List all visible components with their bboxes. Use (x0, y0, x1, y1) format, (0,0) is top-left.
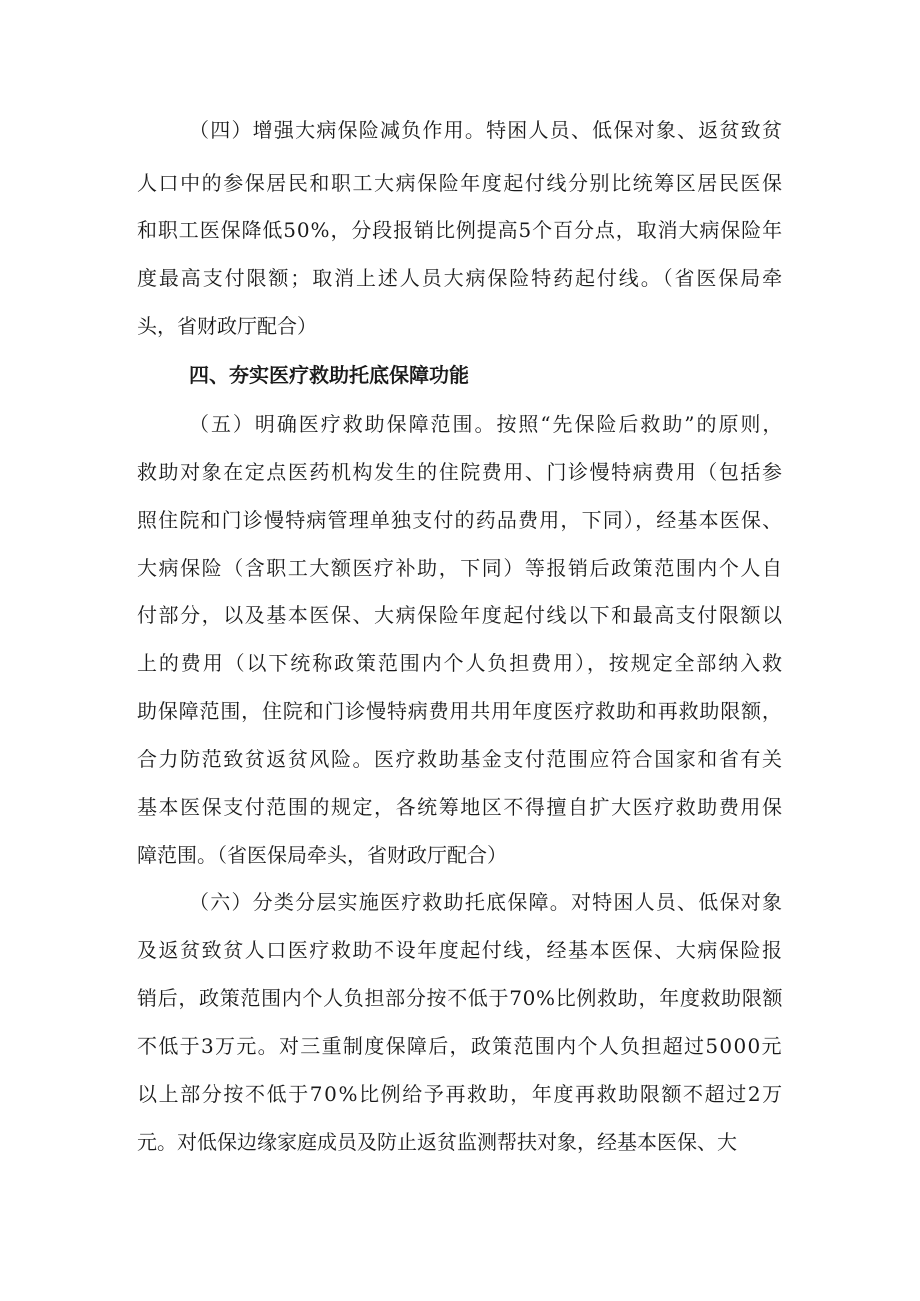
para-4-line-4: 度最高支付限额；取消上述人员大病保险特药起付线。（省医保局牵 (137, 266, 784, 290)
para-5-line-2: 救助对象在定点医药机构发生的住院费用、门诊慢特病费用（包括参 (137, 460, 784, 484)
para-4-line-5: 头，省财政厅配合） (137, 314, 317, 338)
para-5-line-7: 助保障范围，住院和门诊慢特病费用共用年度医疗救助和再救助限额， (137, 699, 783, 723)
para-6-line-6: 元。对低保边缘家庭成员及防止返贫监测帮扶对象，经基本医保、大 (137, 1130, 737, 1154)
para-5-line-3: 照住院和门诊慢特病管理单独支付的药品费用，下同），经基本医保、 (137, 508, 784, 532)
para-5-line-10: 障范围。（省医保局牵头，省财政厅配合） (137, 843, 507, 867)
para-6-line-5: 以上部分按不低于70%比例给予再救助，年度再救助限额不超过2万 (137, 1082, 784, 1106)
para-6-line-3: 销后，政策范围内个人负担部分按不低于70%比例救助，年度救助限额 (137, 986, 784, 1010)
para-5-line-5: 付部分，以及基本医保、大病保险年度起付线以下和最高支付限额以 (137, 603, 784, 627)
section-heading: 四、夯实医疗救助托底保障功能 (189, 363, 469, 387)
para-6-line-1: （六）分类分层实施医疗救助托底保障。对特困人员、低保对象 (189, 890, 784, 914)
para-6-line-4: 不低于3万元。对三重制度保障后，政策范围内个人负担超过5000元 (137, 1034, 783, 1058)
para-5-line-4: 大病保险（含职工大额医疗补助，下同）等报销后政策范围内个人自 (137, 556, 784, 580)
para-5-line-9: 基本医保支付范围的规定，各统筹地区不得擅自扩大医疗救助费用保 (137, 795, 784, 819)
para-5-line-8: 合力防范致贫返贫风险。医疗救助基金支付范围应符合国家和省有关 (137, 747, 784, 771)
para-5-line-1: （五）明确医疗救助保障范围。按照“先保险后救助”的原则， (189, 412, 785, 436)
para-4-line-1: （四）增强大病保险减负作用。特困人员、低保对象、返贫致贫 (189, 118, 784, 142)
para-5-line-6: 上的费用（以下统称政策范围内个人负担费用），按规定全部纳入救 (137, 651, 784, 675)
para-6-line-2: 及返贫致贫人口医疗救助不设年度起付线，经基本医保、大病保险报 (137, 938, 784, 962)
para-4-line-2: 人口中的参保居民和职工大病保险年度起付线分别比统筹区居民医保 (137, 171, 784, 195)
para-4-line-3: 和职工医保降低50%，分段报销比例提高5个百分点，取消大病保险年 (137, 218, 783, 242)
